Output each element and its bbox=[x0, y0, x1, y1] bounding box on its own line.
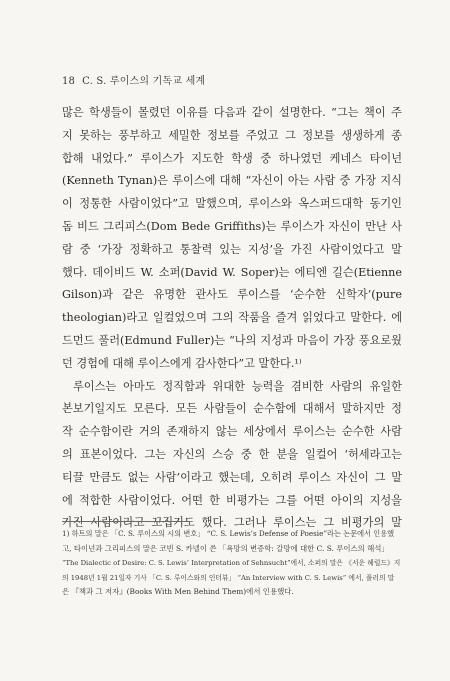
footnote-line: 의 1948년 1월 21일자 기사 「C. S. 루이스와의 인터뷰」 “An Interview with C. S. Lewis” 에서, 풀러의 말 bbox=[62, 573, 395, 582]
body-line: 본보기일지도 모른다. 모든 사람들이 순수함에 대해서 말하지만 정 bbox=[62, 402, 402, 416]
footnotes bbox=[62, 527, 402, 600]
footnote-divider bbox=[62, 521, 190, 522]
body-line: 의 표본이었다. 그는 자신의 스승 중 한 분을 일컬어 ‘허세라고는 bbox=[62, 447, 402, 461]
body-line: 드먼드 풀러(Edmund Fuller)는 “나의 지성과 마음이 가장 풍요로웠 bbox=[62, 333, 402, 347]
body-line: 던 경험에 대해 루이스에게 감사한다”고 말한다.¹⁾ bbox=[62, 356, 302, 370]
footnote-line: 은 『책과 그 저자』(Books With Men Behind Them)에서 인용했다. bbox=[62, 587, 294, 597]
body-line: 지 못하는 풍부하고 세밀한 정보를 주었고 그 정보를 생생하게 종 bbox=[62, 128, 402, 142]
body-text bbox=[62, 102, 402, 535]
footnote-line: 1) 하트의 말은 「C. S. 루이스의 시의 변호」 “C. S. Lewis’s Defense of Poesie”라는 논문에서 인용했 bbox=[62, 529, 395, 538]
body-line: 티끌 만큼도 없는 사람’이라고 했는데, 오히려 루이스 자신이 그 말 bbox=[62, 470, 402, 484]
body-line: theologian)라고 일컬었으며 그의 작품을 즐겨 읽었다고 말한다. 에 bbox=[62, 311, 402, 325]
footnote-line: “The Dialectic of Desire: C. S. Lewis’ Interpretation of Sehnsucht”에서, 소퍼의 말은 《서운 헤럴드》지 bbox=[62, 559, 401, 568]
body-line: 작 순수함이란 거의 존재하지 않는 세상에서 루이스는 순수한 사람 bbox=[62, 425, 402, 439]
body-line: 했다. 데이비드 W. 소퍼(David W. Soper)는 에티엔 길슨(Etienne bbox=[62, 265, 402, 279]
body-line: 많은 학생들이 몰렸던 이유를 다음과 같이 설명한다. “그는 책이 주 bbox=[62, 106, 402, 119]
body-line: 루이스는 아마도 정직함과 위대한 능력을 겸비한 사람의 유일한 bbox=[73, 379, 402, 393]
body-line: 합해 내었다.” 루이스가 지도한 학생 중 하나였던 케네스 타이넌 bbox=[62, 151, 402, 165]
body-line: (Kenneth Tynan)은 루이스에 대해 “자신이 아는 사람 중 가장 지식 bbox=[62, 174, 402, 188]
body-line: 이 정통한 사람이었다”고 말했으며, 루이스와 옥스퍼드대학 동기인 bbox=[62, 197, 402, 211]
body-line: Gilson)과 같은 유명한 관사도 루이스를 ‘순수한 신학자’(pure bbox=[62, 288, 402, 302]
page-number: 18 bbox=[62, 76, 76, 87]
body-line: 가진 사람이라고 꼬집기도 했다. 그러나 루이스는 그 비평가의 말 bbox=[62, 516, 402, 530]
body-line: 에 적합한 사람이었다. 어떤 한 비평가는 그를 어떤 아이의 지성을 bbox=[62, 493, 402, 507]
running-head bbox=[62, 72, 402, 87]
running-head-title: C. S. 루이스의 기독교 세계 bbox=[82, 76, 206, 87]
body-line: 돔 비드 그리피스(Dom Bede Griffiths)는 루이스가 자신이 만난 사 bbox=[62, 219, 402, 233]
footnote-line: 고, 타이넌과 그리피스의 말은 코빈 S. 카넬이 쓴 「욕망의 변증학: 갈망에 대한 C. S. 루이스의 해석」 bbox=[62, 543, 389, 553]
body-line: 람 중 ‘가장 정확하고 통찰력 있는 지성’을 가진 사람이었다고 말 bbox=[62, 242, 402, 256]
